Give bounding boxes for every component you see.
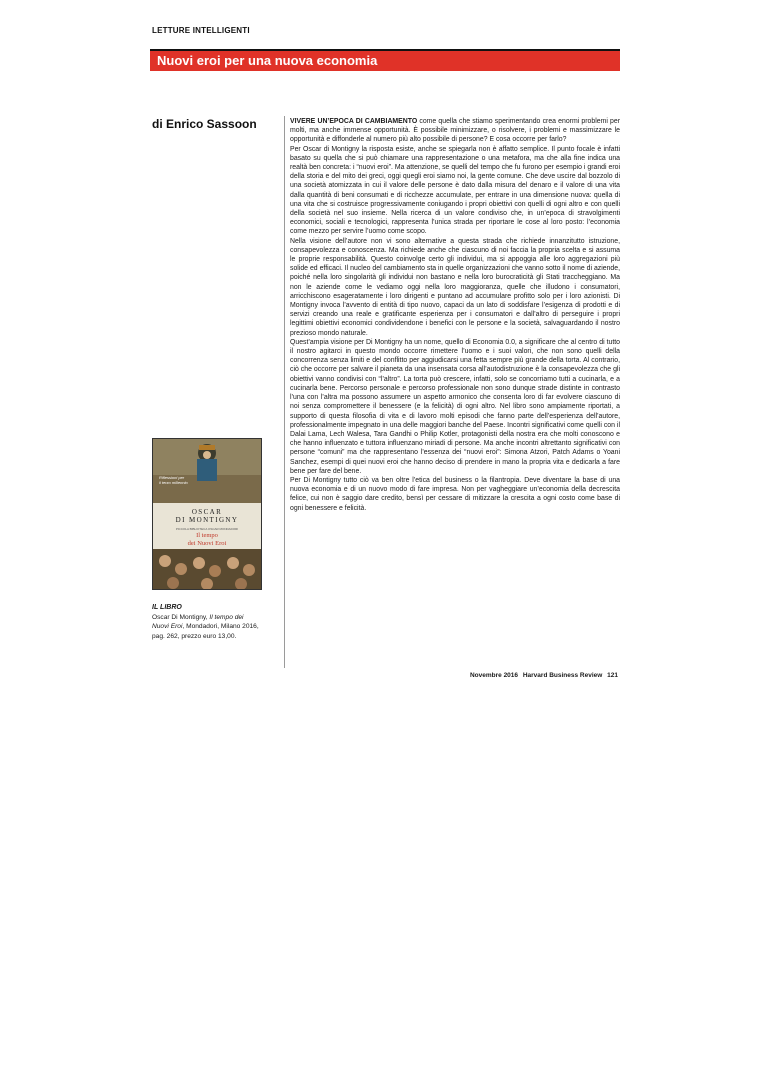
column-divider <box>284 116 285 668</box>
article-title: Nuovi eroi per una nuova economia <box>157 53 378 68</box>
caption-details <box>152 613 262 642</box>
author-byline: di Enrico Sassoon <box>152 117 257 131</box>
cover-title: Il tempo dei Nuovi Eroi <box>187 532 227 547</box>
cover-author: OSCAR DI MONTIGNY <box>175 508 239 524</box>
book-cover <box>152 438 262 590</box>
caption-heading: IL LIBRO <box>152 604 182 611</box>
caption-publication: , Mondadori, Milano 2016, pag. 262, prezzo euro 13,00. <box>152 623 259 640</box>
lead-in: VIVERE UN’EPOCA DI CAMBIAMENTO <box>290 118 418 125</box>
section-label: LETTURE INTELLIGENTI <box>152 26 250 35</box>
footer-magazine: Harvard Business Review <box>522 672 603 679</box>
paragraph-1-text: come quella che stiamo sperimentando crea enormi problemi per molti, ma anche immense opportunità. È possibile minimizzare, o risolvere, i problemi e massimizzare le opportunità e diffonderle al numero più alto possibile di persone? E cosa occorre per farlo? <box>290 118 621 144</box>
cover-series-tagline: Riflessioni per il terzo millennio <box>159 475 188 485</box>
article-body <box>290 117 620 513</box>
paragraph-1 <box>290 117 620 145</box>
paragraph-3: Nella visione dell’autore non vi sono alternative a questa strada che richiede innanzitutto istruzione, consapevolezza e conoscenza. Ma richiede anche che ciascuno di noi faccia la propria scelta e si assuma le proprie responsabilità. Questo coinvolge certo gli individui, ma si appoggia alle loro aggregazioni più solide ed efficaci. Il nucleo del cambiamento sta in quelle organizzazioni che vanno sotto il nome di aziende, poiché nella loro singolarità gli individui non bastano e nella loro burocraticità gli Stati traccheggiano. Ma non le aziende come le vediamo oggi nella loro maggioranza, quelle che illudono i consumatori, arricchiscono esageratamente i loro dirigenti e puntano ad accumulare profitto solo per i loro azionisti. Di Montigny invoca l’avvento di entità di tipo nuovo, capaci da un lato di soddisfare l’esigenza di prodotti e di servizi creando una reale e gratificante esperienza per i consumatori e dall’altro di perseguire i propri legittimi obiettivi economici condividendone i benefici con le persone e la società, salvaguardando il nostro prezioso mondo naturale. <box>290 237 620 337</box>
page-number: 121 <box>607 672 618 679</box>
paragraph-4: Quest’ampia visione per Di Montigny ha un nome, quello di Economia 0.0, a significare che al centro di tutto il nostro agitarci in questo mondo occorre rimettere l’uomo e i suoi valori, che non sono quelli della concorrenza senza limiti e del conflitto per aggiudicarsi una fetta sempre più grande della torta. Al contrario, ciò che occorre per salvare il pianeta da una insensata corsa all’autodistruzione è la consapevolezza che gli obiettivi vanno condivisi con “l’altro”. La torta può crescere, infatti, solo se concorriamo tutti a cucinarla, e a cucinarla bene. Percorso personale e percorso professionale non sono dunque strade distinte in contrasto l’una con l’altra ma possono assumere un aspetto armonico che consenta loro di far evolvere ciascuno di noi senza compromettere il benessere (e la felicità) di ogni altro. Nel libro sono ampiamente riportati, a supporto di questa filosofia di vita e di lavoro molti episodi che fanno parte dell’esperienza dell’autore, professionalmente impegnato in una delle maggiori banche del Paese. Incontri significativi come quelli con il Dalai Lama, Lech Walesa, Tara Gandhi o Philip Kotler, protagonisti della nostra era che molti conoscono e che hanno influenzato e tuttora influenzano miriadi di persone. Ma anche incontri altrettanto significativi con persone “comuni” ma che rappresentano l’essenza dei “nuovi eroi”: Simona Atzori, Patch Adams o Yoani Sanchez, esempi di quei nuovi eroi che hanno deciso di prendere in mano la propria vita e dedicarla a fare bene per fare del bene. <box>290 338 620 475</box>
caption-author: Oscar Di Montigny, <box>152 613 208 621</box>
paragraph-5: Per Di Montigny tutto ciò va ben oltre l’etica del business o la filantropia. Deve diventare la base di una nuova economia e di un nuovo modo di fare impresa. Non per vagheggiare un’economia della decrescita felice, cui non è saggio dare credito, bensì per cessare di mitizzare la crescita a ogni costo come base di ogni benessere e felicità. <box>290 476 620 512</box>
cover-publisher-series: PICCOLA BIBLIOTECA OSCAR MONDADORI <box>175 527 239 531</box>
title-bar <box>150 49 620 71</box>
footer-issue: Novembre 2016 <box>469 672 519 679</box>
page-footer <box>467 672 618 679</box>
book-caption <box>152 603 262 641</box>
paragraph-2: Per Oscar di Montigny la risposta esiste, anche se spiegarla non è affatto semplice. Il punto focale è infatti basato su quella che si può chiamare una rappresentazione o una metafora, ma che alla fine indica una realtà ben concreta: i “nuovi eroi”. Ma attenzione, se quelli del tempo che fu furono per esempio i grandi eroi della storia e del mito dei greci, oggi quegli eroi siamo noi, la gente comune. Che deve uscire dal bozzolo di una società atomizzata in cui il valore delle persone è dato dalla misura del denaro e il valore di una vita dalla quantità di beni consumati e di ricchezze accumulate, per entrare in una dimensione nuova: quella di una vita che si costruisce progressivamente coniugando i propri obiettivi con quelli di ogni altro e con quelli della società nel suo insieme. Nella ricerca di un valore condiviso che, in un’epoca di stravolgimenti economici, sociali e tecnologici, rappresenta l’unica strada per riportare le cose al loro posto: l’economia come mezzo per servire l’uomo come scopo. <box>290 145 620 236</box>
caption-book-title: Il tempo dei Nuovi Eroi <box>152 613 244 631</box>
